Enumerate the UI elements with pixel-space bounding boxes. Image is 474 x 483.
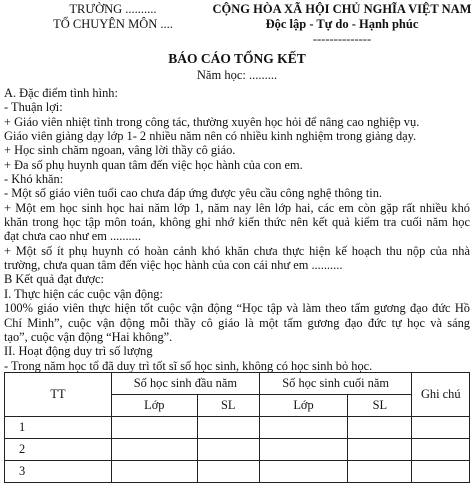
paragraph-line: tạo”, cuộc vận động “Hai không”.: [4, 329, 173, 344]
student-count-table: [4, 372, 470, 483]
col-header-start: Số học sinh đầu năm: [112, 373, 260, 395]
sub-heading: I. Thực hiện các cuộc vận động:: [4, 286, 163, 301]
table-row: [5, 439, 470, 461]
school-header: [28, 2, 198, 32]
paragraph-line: + Một em học sinh học hai năm lớp 1, năm nay lên lớp hai, các em còn gặp rất nhiều khó: [4, 200, 470, 215]
country-name: CỘNG HÒA XÃ HỘI CHỦ NGHĨA VIỆT NAM: [212, 2, 472, 16]
header-divider: --------------: [312, 32, 372, 46]
table-row: [5, 417, 470, 439]
row-number: 3: [5, 461, 112, 483]
paragraph-line: + Giáo viên nhiệt tình trong công tác, thường xuyên học hỏi để nâng cao nghiệp vụ.: [4, 114, 420, 129]
paragraph-line: 100% giáo viên thực hiện tốt cuộc vận động “Học tập và làm theo tấm gương đạo đức Hồ: [4, 301, 470, 316]
subheader-class: Lớp: [112, 395, 198, 417]
paragraph-line: Chí Minh”, cuộc vận động mỗi thầy cô giáo là một tấm gương đạo đức tự học và sáng: [4, 315, 470, 330]
col-header-end: Số học sinh cuối năm: [259, 373, 412, 395]
school-year: Năm học: .........: [196, 68, 278, 82]
section-heading: B Kết quả đạt được:: [4, 272, 104, 287]
sub-heading: II. Hoạt động duy trì số lượng: [4, 344, 153, 359]
report-body: [4, 86, 470, 373]
subheader-sl: SL: [348, 395, 412, 417]
motto: Độc lập - Tự do - Hạnh phúc: [265, 17, 419, 31]
sub-heading: - Thuận lợi:: [4, 100, 63, 115]
row-number: 2: [5, 439, 112, 461]
table-header-row: [5, 373, 470, 395]
subheader-sl: SL: [197, 395, 259, 417]
paragraph-line: Giáo viên giảng dạy lớp 1- 2 nhiều năm nên có nhiều kinh nghiệm trong giảng dạy.: [4, 129, 417, 144]
department-name: TỔ CHUYÊN MÔN ....: [53, 17, 173, 31]
subheader-class: Lớp: [259, 395, 347, 417]
paragraph-line: khăn trong học tập môn toán, không ghi nhớ kiến thức nên kết quả kiểm tra cuối năm học: [4, 215, 470, 230]
paragraph-line: trường, chưa quan tâm đến việc học hành của con cái như em ..........: [4, 258, 343, 273]
col-header-note: Ghi chú: [412, 373, 470, 417]
paragraph-line: + Học sinh chăm ngoan, vâng lời thầy cô giáo.: [4, 143, 236, 158]
section-heading: A. Đặc điểm tình hình:: [4, 86, 118, 100]
paragraph-line: - Trong năm học tổ đã duy trì tốt sĩ số học sinh, không có học sinh bỏ học.: [4, 358, 373, 373]
table-row: [5, 461, 470, 483]
col-header-tt: TT: [5, 373, 112, 417]
row-number: 1: [5, 417, 112, 439]
paragraph-line: đạt chưa cao như em ..........: [4, 229, 141, 244]
national-header: [210, 2, 474, 47]
paragraph-line: + Một số ít phụ huynh có hoàn cảnh khó khăn chưa thực hiện kế hoạch thu nộp của nhà: [4, 243, 470, 258]
sub-heading: - Khó khăn:: [4, 172, 64, 187]
document-title: BÁO CÁO TỔNG KẾT: [168, 51, 306, 66]
paragraph-line: - Một số giáo viên tuổi cao chưa đáp ứng được yêu cầu công nghệ thông tin.: [4, 186, 383, 201]
paragraph-line: + Đa số phụ huynh quan tâm đến việc học hành của con em.: [4, 157, 303, 172]
school-name: TRƯỜNG ..........: [69, 2, 157, 16]
